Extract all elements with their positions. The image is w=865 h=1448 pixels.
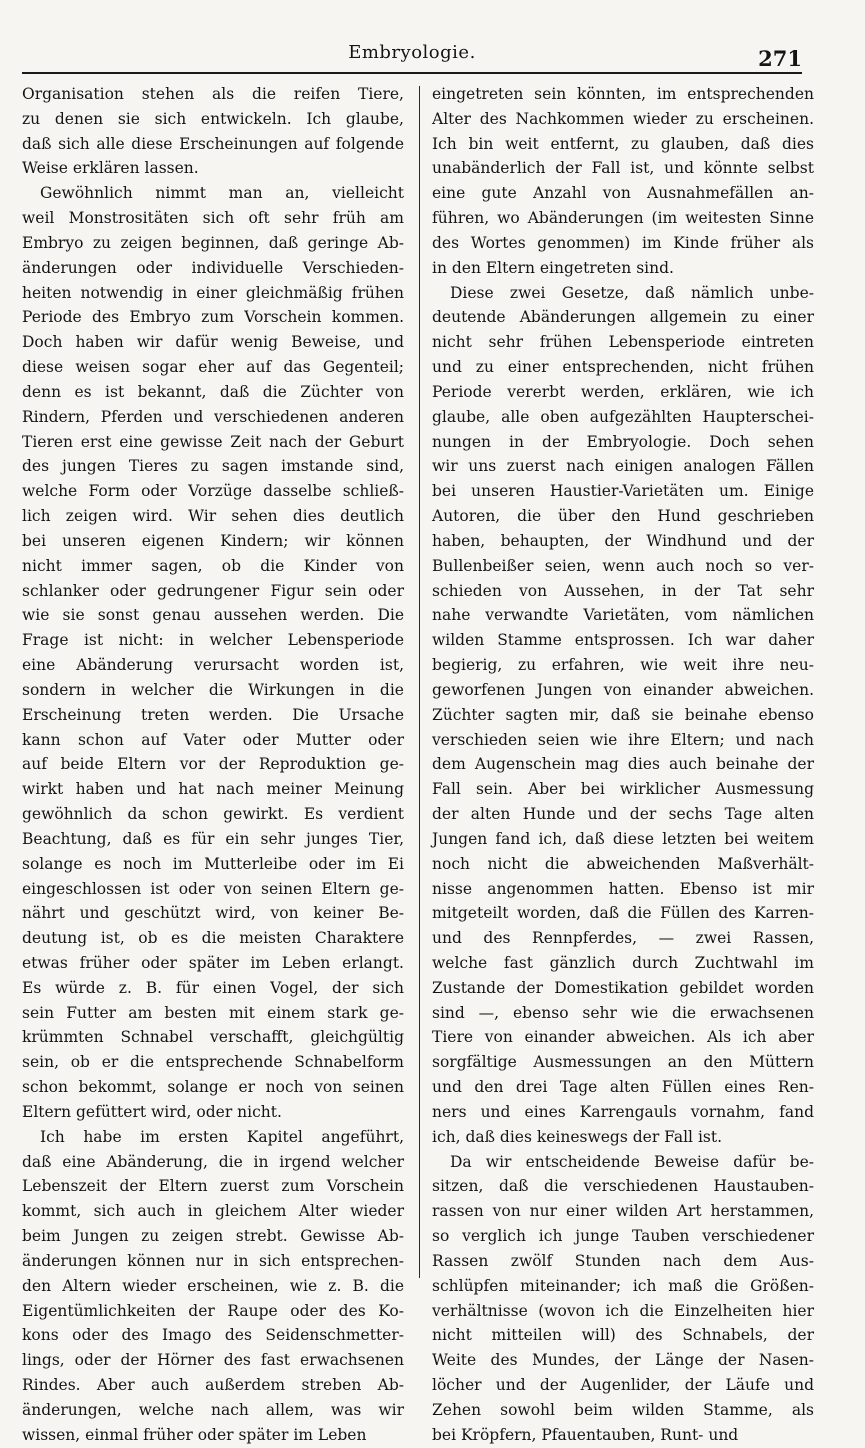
text-line: Periode des Embryo zum Vorschein kommen. [22,308,404,327]
text-line: in den Eltern eingetreten sind. [432,258,674,277]
text-line: schieden von Aussehen, in der Tat sehr [432,581,814,600]
text-line: auf beide Eltern vor der Reproduktion ge- [22,755,404,774]
text-line: Zehen sowohl beim wilden Stamme, als [432,1400,814,1419]
text-line: kommt, sich auch in gleichem Alter wieder [22,1202,404,1221]
text-line: verschieden seien wie ihre Eltern; und nach [432,730,814,749]
text-line: Da wir entscheidende Beweise dafür be- [450,1152,814,1171]
text-line: der alten Hunde und der sechs Tage alten [432,805,814,824]
text-line: nisse angenommen hatten. Ebenso ist mir [432,879,814,898]
text-line: nährt und geschützt wird, von keiner Be- [22,904,404,923]
text-line: dem Augenschein mag dies auch beinahe der [432,755,814,774]
text-line: nicht immer sagen, ob die Kinder von [22,556,404,575]
text-line: zu denen sie sich entwickeln. Ich glaube, [22,109,404,128]
text-line: Weise erklären lassen. [22,159,199,178]
text-line: nahe verwandte Varietäten, vom nämlichen [432,606,814,625]
text-line: Erscheinung treten werden. Die Ursache [22,705,404,724]
text-line: Gewöhnlich nimmt man an, vielleicht [40,184,404,203]
text-line: kons oder des Imago des Seidenschmetter- [22,1326,404,1345]
text-line: bei Kröpfern, Pfauentauben, Runt- und [432,1425,739,1444]
text-line: daß eine Abänderung, die in irgend welcher [22,1152,404,1171]
text-line: so verglich ich junge Tauben verschiedener [432,1227,814,1246]
text-line: Tieren erst eine gewisse Zeit nach der Geburt [22,432,404,451]
text-line: sind —, ebenso sehr wie die erwachsenen [432,1003,814,1022]
text-line: änderungen oder individuelle Verschieden- [22,258,404,277]
text-line: eine gute Anzahl von Ausnahmefällen an- [432,184,814,203]
text-line: denn es ist bekannt, daß die Züchter von [22,382,404,401]
text-line: rassen von nur einer wilden Art herstammen, [432,1202,814,1221]
text-line: Frage ist nicht: in welcher Lebensperiode [22,631,404,650]
text-line: nungen in der Embryologie. Doch sehen [432,432,814,451]
text-line: wissen, einmal früher oder später im Leben [22,1425,367,1444]
text-line: sein Futter am besten mit einem stark ge- [22,1003,404,1022]
text-line: deutung ist, ob es die meisten Charaktere [22,929,404,948]
text-line: lich zeigen wird. Wir sehen dies deutlich [22,507,404,526]
text-line: und zu einer entsprechenden, nicht frühen [432,358,814,377]
text-line: sorgfältige Ausmessungen an den Müttern [432,1053,814,1072]
text-line: sondern in welcher die Wirkungen in die [22,680,404,699]
text-line: Fall sein. Aber bei wirklicher Ausmessung [432,780,814,799]
text-line: Rassen zwölf Stunden nach dem Aus- [432,1251,814,1270]
page-number: 271 [758,46,802,71]
text-line: welche Form oder Vorzüge dasselbe schließ- [22,482,404,501]
text-line: verhältnisse (wovon ich die Einzelheiten hier [432,1301,814,1320]
text-line: Diese zwei Gesetze, daß nämlich unbe- [450,283,814,302]
text-line: Embryo zu zeigen beginnen, daß geringe Ab- [22,233,404,252]
text-line: ners und eines Karrengauls vornahm, fand [432,1102,814,1121]
text-line: änderungen, welche nach allem, was wir [22,1400,404,1419]
text-line: Bullenbeißer seien, wenn auch noch so ver- [432,556,814,575]
text-line: wilden Stamme entsprossen. Ich war daher [432,631,814,650]
text-line: bei unseren eigenen Kindern; wir können [22,531,404,550]
text-line: deutende Abänderungen allgemein zu einer [432,308,814,327]
text-line: Ich bin weit entfernt, zu glauben, daß dies [432,134,814,153]
text-line: eine Abänderung verursacht worden ist, [22,656,404,675]
text-line: eingetreten sein könnten, im entsprechenden [432,85,814,103]
text-line: Doch haben wir dafür wenig Beweise, und [22,333,404,352]
text-line: schlüpfen miteinander; ich maß die Größen- [432,1276,814,1295]
text-line: heiten notwendig in einer gleichmäßig frühen [22,283,404,302]
text-line: Rindern, Pferden und verschiedenen anderen [22,407,404,426]
text-line: krümmten Schnabel verschafft, gleichgültig [22,1028,404,1047]
text-line: des jungen Tieres zu sagen imstande sind, [22,457,404,476]
text-line: den Altern wieder erscheinen, wie z. B. die [22,1276,404,1295]
text-line: ich, daß dies keineswegs der Fall ist. [432,1127,723,1146]
text-line: Weite des Mundes, der Länge der Nasen- [432,1351,814,1370]
header-rule [22,72,802,74]
text-line: führen, wo Abänderungen (im weitesten Sinne [432,209,814,228]
text-line: etwas früher oder später im Leben erlangt. [22,953,404,972]
text-line: solange es noch im Mutterleibe oder im Ei [22,854,404,873]
left-column [22,82,404,1444]
column-divider [419,86,420,1278]
text-line: beim Jungen zu zeigen strebt. Gewisse Ab- [22,1227,404,1246]
text-line: geworfenen Jungen von einander abweichen. [432,680,814,699]
text-line: haben, behaupten, der Windhund und der [432,531,814,550]
text-line: Periode vererbt werden, erklären, wie ich [432,382,814,401]
text-line: lings, oder der Hörner des fast erwachsenen [22,1351,404,1370]
text-line: Eigentümlichkeiten der Raupe oder des Ko- [22,1301,404,1320]
text-line: schon bekommt, solange er noch von seinen [22,1078,404,1097]
text-line: diese weisen sogar eher auf das Gegenteil; [22,358,404,377]
text-line: glaube, alle oben aufgezählten Haupterschei- [432,407,814,426]
text-line: Tiere von einander abweichen. Als ich aber [432,1028,814,1047]
page-header [22,40,802,76]
text-line: noch nicht die abweichenden Maßverhält- [432,854,814,873]
text-line: Züchter sagten mir, daß sie beinahe ebenso [432,705,814,724]
text-line: wie sie sonst genau aussehen werden. Die [22,606,404,625]
running-head: Embryologie. [348,42,476,63]
text-line: Rindes. Aber auch außerdem streben Ab- [22,1376,404,1395]
text-line: nicht sehr frühen Lebensperiode eintreten [432,333,814,352]
text-line: Eltern gefüttert wird, oder nicht. [22,1102,282,1121]
text-line: und den drei Tage alten Füllen eines Ren- [432,1078,814,1097]
text-line: Alter des Nachkommen wieder zu erscheinen. [432,109,814,128]
text-line: änderungen können nur in sich entsprechen- [22,1251,404,1270]
text-line: Lebenszeit der Eltern zuerst zum Vorschein [22,1177,404,1196]
text-line: Ich habe im ersten Kapitel angeführt, [40,1127,404,1146]
text-line: sein, ob er die entsprechende Schnabelform [22,1053,404,1072]
text-line: eingeschlossen ist oder von seinen Eltern ge- [22,879,404,898]
text-line: nicht mitteilen will) des Schnabels, der [432,1326,814,1345]
text-line: unabänderlich der Fall ist, und könnte selbst [432,159,814,178]
text-line: weil Monstrositäten sich oft sehr früh am [22,209,404,228]
text-line: Jungen fand ich, daß diese letzten bei weitem [432,829,814,848]
text-line: begierig, zu erfahren, wie weit ihre neu- [432,656,814,675]
text-line: daß sich alle diese Erscheinungen auf folgende [22,134,404,153]
text-line: wir uns zuerst nach einigen analogen Fällen [432,457,814,476]
text-line: des Wortes genommen) im Kinde früher als [432,233,814,252]
text-line: sitzen, daß die verschiedenen Haustauben- [432,1177,814,1196]
text-line: Es würde z. B. für einen Vogel, der sich [22,978,404,997]
text-line: kann schon auf Vater oder Mutter oder [22,730,404,749]
text-line: bei unseren Haustier-Varietäten um. Einige [432,482,814,501]
text-line: welche fast gänzlich durch Zuchtwahl im [432,953,814,972]
text-line: schlanker oder gedrungener Figur sein oder [22,581,404,600]
text-line: und des Rennpferdes, — zwei Rassen, [432,929,814,948]
text-line: gewöhnlich da schon gewirkt. Es verdient [22,805,404,824]
text-line: Beachtung, daß es für ein sehr junges Tier, [22,829,404,848]
text-line: wirkt haben und hat nach meiner Meinung [22,780,404,799]
text-line: mitgeteilt worden, daß die Füllen des Karren- [432,904,814,923]
text-line: Zustande der Domestikation gebildet worden [432,978,814,997]
text-line: Autoren, die über den Hund geschrieben [432,507,814,526]
right-column [432,82,814,1444]
text-line: löcher und der Augenlider, der Läufe und [432,1376,814,1395]
text-line: Organisation stehen als die reifen Tiere, [22,85,404,103]
